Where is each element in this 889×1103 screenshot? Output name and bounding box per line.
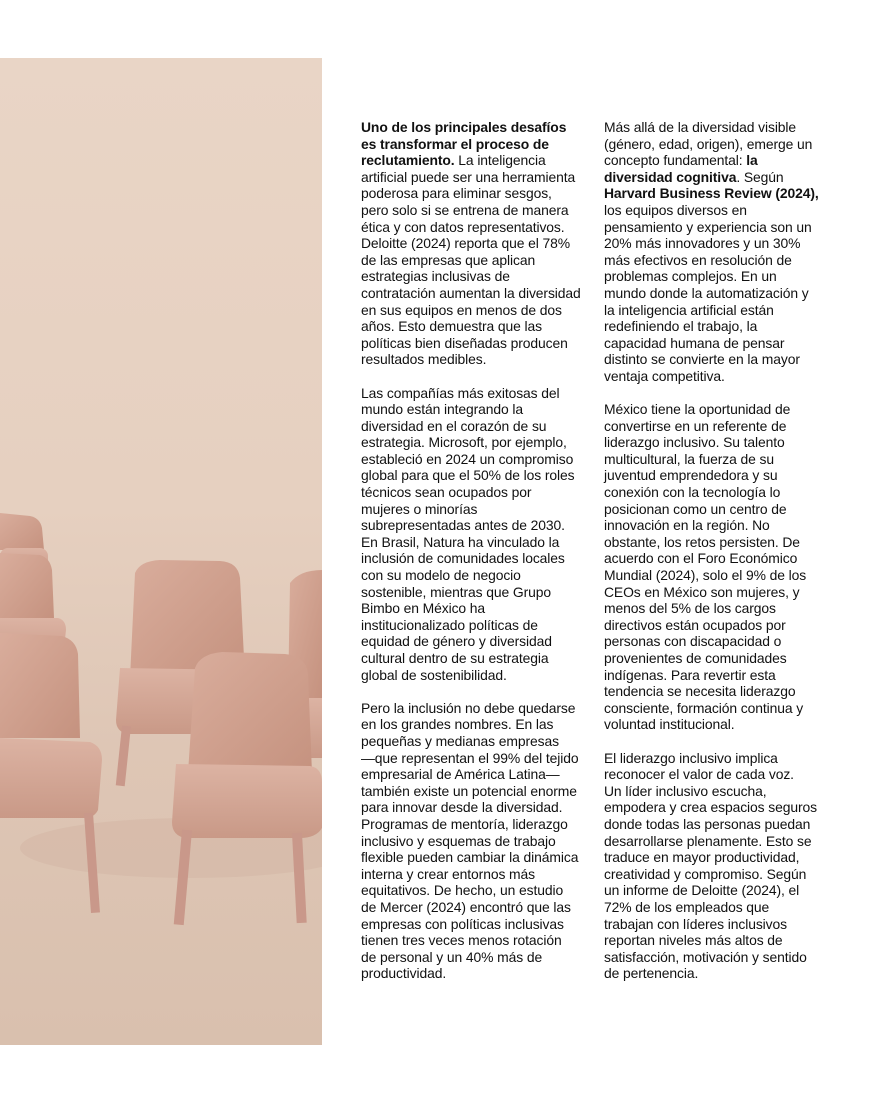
bold-text: diversidad cognitiva <box>604 168 737 185</box>
text-line: desarrollarse plenamente. Esto se <box>604 832 812 849</box>
text-line: estableció en 2024 un compromiso <box>361 450 574 467</box>
text-line: ventaja competitiva. <box>604 367 725 384</box>
text-line <box>604 169 836 186</box>
text-line: Uno de los principales desafíos <box>361 119 567 135</box>
text-line: acuerdo con el Foro Económico <box>604 550 798 567</box>
text-line: diversidad en el corazón de su <box>361 417 547 434</box>
text-line: Más allá de la diversidad visible <box>604 119 797 135</box>
text-line: 72% de los empleados que <box>604 898 770 915</box>
paragraph-inclusive-leadership <box>604 750 836 982</box>
text-line: global de sostenibilidad. <box>361 666 507 683</box>
paragraph-companies <box>361 385 593 684</box>
text-line: En Brasil, Natura ha vinculado la <box>361 533 560 550</box>
text-line: redefiniendo el trabajo, la <box>604 318 758 335</box>
text-line: de personal y un 40% más de <box>361 948 543 965</box>
text-line: de Mercer (2024) encontró que las <box>361 898 571 915</box>
text-line: resultados medibles. <box>361 351 487 368</box>
text-line: indígenas. Para revertir esta <box>604 666 776 683</box>
text-line: artificial puede ser una herramienta <box>361 168 576 185</box>
text-line: innovación en la región. No <box>604 517 770 534</box>
text-run: concepto fundamental: <box>604 152 747 169</box>
text-line: pensamiento y experiencia son un <box>604 218 812 235</box>
text-line: conexión con la tecnología lo <box>604 484 781 501</box>
text-line: Las compañías más exitosas del <box>361 384 560 401</box>
text-line: la inteligencia artificial están <box>604 301 774 318</box>
text-line: México tiene la oportunidad de <box>604 401 791 418</box>
text-line: pero solo si se entrena de manera <box>361 201 569 218</box>
text-column-right <box>604 119 836 998</box>
text-line: de las empresas que aplican <box>361 251 536 268</box>
text-line: en los grandes nombres. En las <box>361 716 554 733</box>
bold-text: reclutamiento. <box>361 152 455 169</box>
chairs-illustration <box>0 58 322 1045</box>
text-line: liderazgo inclusivo. Su talento <box>604 434 785 451</box>
text-line: Mundial (2024), solo el 9% de los <box>604 567 807 584</box>
text-line: de pertenencia. <box>604 965 699 982</box>
text-line: Un líder inclusivo escucha, <box>604 782 767 799</box>
text-line: para innovar desde la diversidad. <box>361 799 563 816</box>
chair-front <box>172 652 322 925</box>
text-line: juventud emprendedora y su <box>604 467 778 484</box>
text-line: tienen tres veces menos rotación <box>361 932 562 949</box>
paragraph-mexico <box>604 401 836 733</box>
text-line: Harvard Business Review (2024), <box>604 185 819 202</box>
text-line: trabajan con líderes inclusivos <box>604 915 787 932</box>
text-run: . Según <box>736 168 784 185</box>
text-line: Programas de mentoría, liderazgo <box>361 815 568 832</box>
text-line: El liderazgo inclusivo implica <box>604 749 778 766</box>
text-line: consciente, formación continua y <box>604 699 804 716</box>
text-line: Bimbo en México ha <box>361 600 486 617</box>
text-line: es transformar el proceso de <box>361 135 549 152</box>
text-line: empresas con políticas inclusivas <box>361 915 564 932</box>
text-line: más efectivos en resolución de <box>604 251 792 268</box>
text-line: mujeres o minorías <box>361 500 478 517</box>
text-line: técnicos sean ocupados por <box>361 484 532 501</box>
text-line: directivos están ocupados por <box>604 616 786 633</box>
text-line: equitativos. De hecho, un estudio <box>361 882 564 899</box>
text-line: menos del 5% de los cargos <box>604 600 776 617</box>
text-line: reconocer el valor de cada voz. <box>604 766 794 783</box>
text-line: también existe un potencial enorme <box>361 782 577 799</box>
text-line: reportan niveles más altos de <box>604 932 783 949</box>
text-line: global para que el 50% de los roles <box>361 467 575 484</box>
text-line: un informe de Deloitte (2024), el <box>604 882 800 899</box>
text-line: —que representan el 99% del tejido <box>361 749 579 766</box>
text-line: estrategias inclusivas de <box>361 268 510 285</box>
text-line: flexible pueden cambiar la dinámica <box>361 849 579 866</box>
text-line: mundo están integrando la <box>361 401 523 418</box>
text-line: CEOs en México son mujeres, y <box>604 583 800 600</box>
text-line: en sus equipos en menos de dos <box>361 301 562 318</box>
bold-text: la <box>746 152 758 169</box>
text-line: tendencia se necesita liderazgo <box>604 683 796 700</box>
text-line: subrepresentadas antes de 2030. <box>361 517 565 534</box>
text-line: institucionalizado políticas de <box>361 616 538 633</box>
text-line: equidad de género y diversidad <box>361 633 552 650</box>
text-line: personas con discapacidad o <box>604 633 782 650</box>
text-line: convertirse en un referente de <box>604 417 787 434</box>
text-run: La inteligencia <box>454 152 546 169</box>
text-line: distinto se convierte en la mayor <box>604 351 800 368</box>
text-line: productividad. <box>361 965 447 982</box>
text-line: pequeñas y medianas empresas <box>361 732 559 749</box>
text-line: inclusión de comunidades locales <box>361 550 565 567</box>
paragraph-recruitment <box>361 119 593 368</box>
text-line: mundo donde la automatización y <box>604 284 809 301</box>
text-line: satisfacción, motivación y sentido <box>604 948 807 965</box>
text-line <box>361 152 593 169</box>
text-line: con su modelo de negocio <box>361 567 521 584</box>
text-line: problemas complejos. En un <box>604 268 777 285</box>
text-line: Pero la inclusión no debe quedarse <box>361 699 576 716</box>
text-line: contratación aumentan la diversidad <box>361 284 581 301</box>
text-line: posicionan como un centro de <box>604 500 787 517</box>
text-line: multicultural, la fuerza de su <box>604 450 774 467</box>
text-line: 20% más innovadores y un 30% <box>604 235 801 252</box>
text-line: inclusivo y esquemas de trabajo <box>361 832 556 849</box>
text-line: traduce en mayor productividad, <box>604 849 800 866</box>
text-line: (género, edad, origen), emerge un <box>604 135 813 152</box>
text-line: interna y crear entornos más <box>361 865 536 882</box>
text-line: voluntad institucional. <box>604 716 735 733</box>
paragraph-smes <box>361 700 593 982</box>
text-line: ética y con datos representativos. <box>361 218 565 235</box>
text-line: poderosa para eliminar sesgos, <box>361 185 552 202</box>
text-column-left <box>361 119 593 998</box>
text-line: capacidad humana de pensar <box>604 334 785 351</box>
chairs-photo <box>0 58 322 1045</box>
text-line <box>604 152 836 169</box>
text-line: creatividad y compromiso. Según <box>604 865 807 882</box>
text-line: donde todas las personas puedan <box>604 815 811 832</box>
text-line: años. Esto demuestra que las <box>361 318 542 335</box>
text-line: los equipos diversos en <box>604 201 747 218</box>
text-line: obstante, los retos persisten. De <box>604 533 800 550</box>
text-line: Deloitte (2024) reporta que el 78% <box>361 235 570 252</box>
text-line: empodera y crea espacios seguros <box>604 799 817 816</box>
text-line: estrategia. Microsoft, por ejemplo, <box>361 434 567 451</box>
text-line: cultural dentro de su estrategia <box>361 650 549 666</box>
text-line: provenientes de comunidades <box>604 650 787 666</box>
text-line: empresarial de América Latina— <box>361 766 560 783</box>
text-line: políticas bien diseñadas producen <box>361 334 568 351</box>
text-line: sostenible, mientras que Grupo <box>361 583 552 600</box>
paragraph-cognitive-diversity <box>604 119 836 385</box>
